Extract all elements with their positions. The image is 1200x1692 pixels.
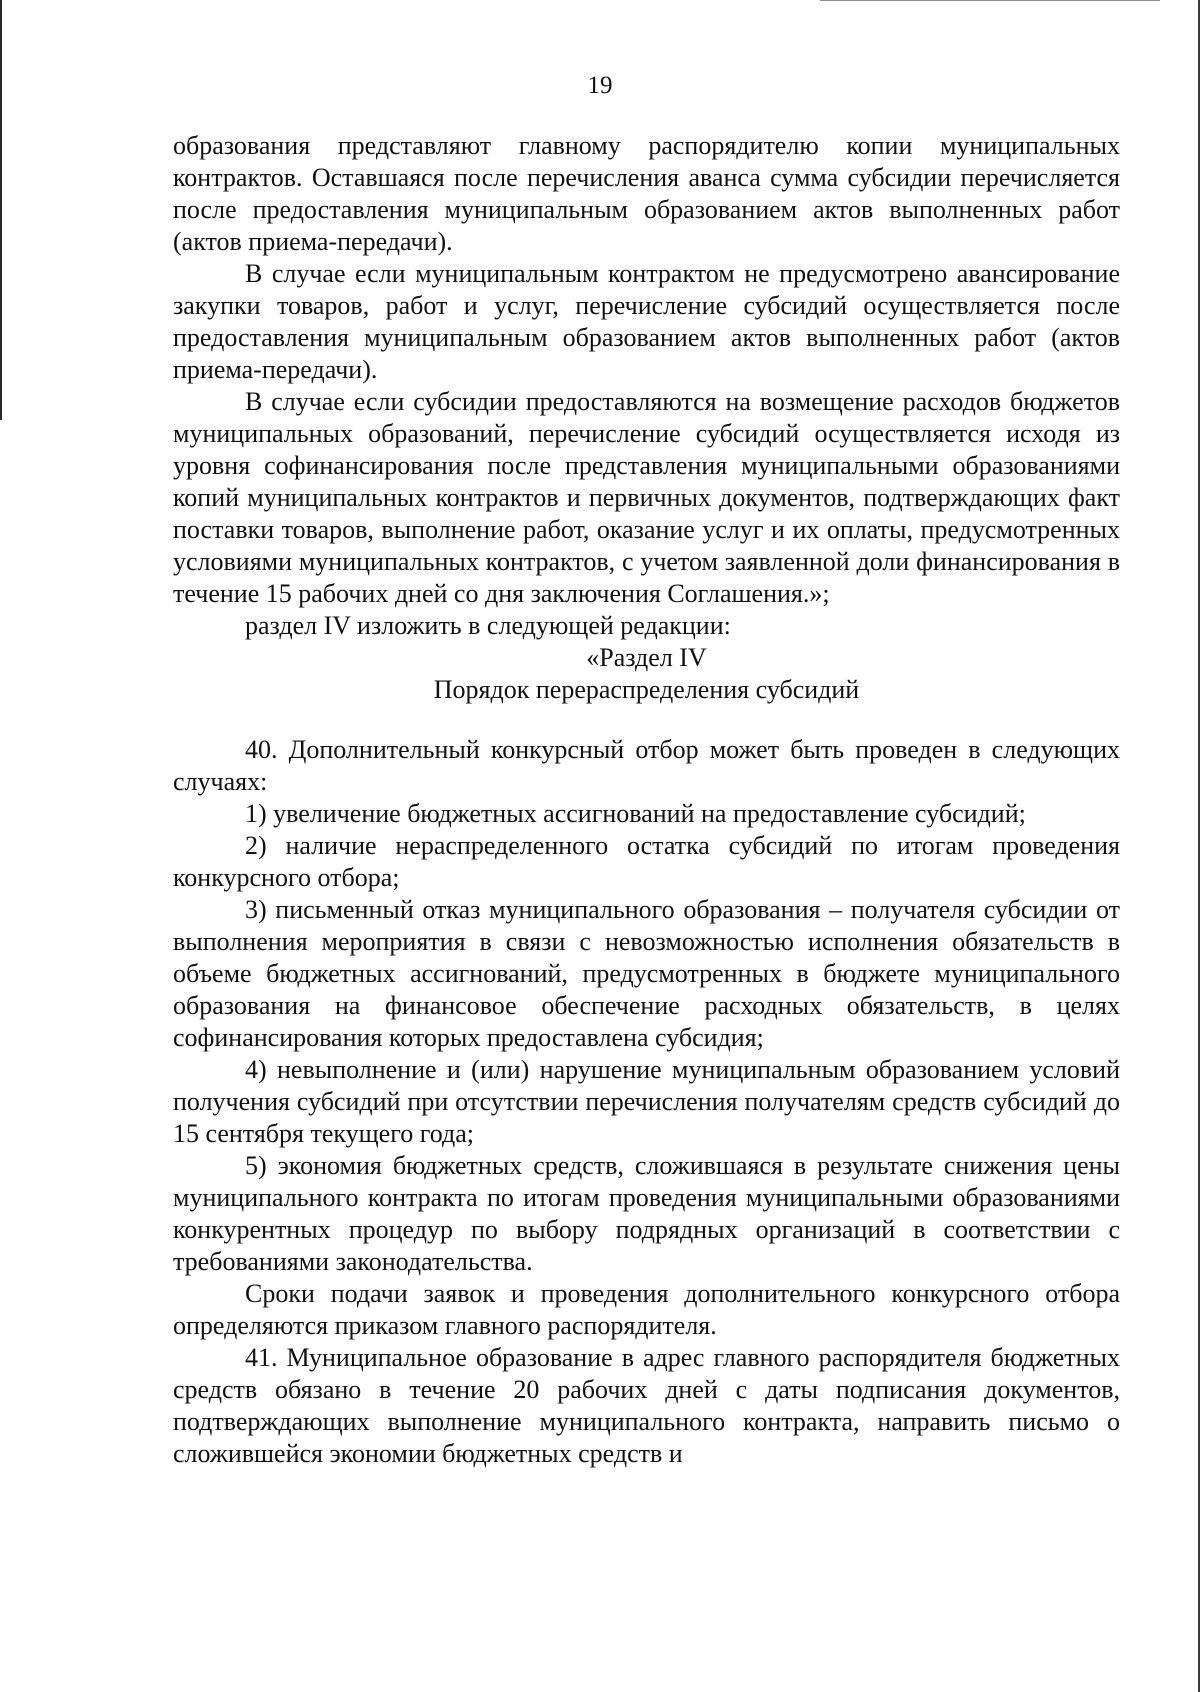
list-item-5: 5) экономия бюджетных средств, сложившаяся в результате снижения цены муниципального контракта по итогам проведения муниципальными образованиями конкурентных процедур по выбору подрядных организаций в соответствии с требованиями законодательства. [173, 1151, 1120, 1276]
section-subtitle: Порядок перераспределения субсидий [433, 675, 860, 704]
paragraph-continuation: образования представляют главному распорядителю копии муниципальных контрактов. Оставшаяся после перечисления аванса сумма субсидии перечисляется после предоставления муниципальным образованием актов выполненных работ (актов приема-передачи). [173, 131, 1120, 256]
page-number: 19 [587, 72, 613, 99]
clause-41: 41. Муниципальное образование в адрес главного распорядителя бюджетных средств обязано в течение 20 рабочих дней с даты подписания документов, подтверждающих выполнение муниципального контракта, направить письмо о сложившейся экономии бюджетных средств и [173, 1343, 1120, 1468]
spacer [173, 706, 1120, 734]
list-item-2: 2) наличие нераспределенного остатка субсидий по итогам проведения конкурсного отбора; [173, 831, 1120, 892]
list-item-4: 4) невыполнение и (или) нарушение муниципальным образованием условий получения субсидий при отсутствии перечисления получателям средств субсидий до 15 сентября текущего года; [173, 1055, 1120, 1148]
clause-40: 40. Дополнительный конкурсный отбор может быть проведен в следующих случаях: [173, 735, 1120, 796]
list-item-3: 3) письменный отказ муниципального образования – получателя субсидии от выполнения мероприятия в связи с невозможностью исполнения обязательств в объеме бюджетных ассигнований, предусмотренных в бюджете муниципального образования на финансовое обеспечение расходных обязательств, в целях софинансирования которых предоставлена субсидия; [173, 895, 1120, 1052]
scan-edge-top [820, 0, 1160, 1]
section-title: «Раздел IV [586, 643, 707, 672]
paragraph-section-intro: раздел IV изложить в следующей редакции: [245, 611, 731, 640]
list-item-1: 1) увеличение бюджетных ассигнований на предоставление субсидий; [245, 799, 1026, 828]
document-body [173, 130, 1120, 1470]
paragraph-terms: Сроки подачи заявок и проведения дополнительного конкурсного отбора определяются приказом главного распорядителя. [173, 1279, 1120, 1340]
scan-edge-left [0, 0, 2, 420]
paragraph-reimbursement: В случае если субсидии предоставляются на возмещение расходов бюджетов муниципальных образований, перечисление субсидий осуществляется исходя из уровня софинансирования после представления муниципальными образованиями копий муниципальных контрактов и первичных документов, подтверждающих факт поставки товаров, выполнение работ, оказание услуг и их оплаты, предусмотренных условиями муниципальных контрактов, с учетом заявленной доли финансирования в течение 15 рабочих дней со дня заключения Соглашения.»; [173, 387, 1120, 608]
paragraph-no-advance: В случае если муниципальным контрактом не предусмотрено авансирование закупки товаров, работ и услуг, перечисление субсидий осуществляется после предоставления муниципальным образованием актов выполненных работ (актов приема-передачи). [173, 259, 1120, 384]
